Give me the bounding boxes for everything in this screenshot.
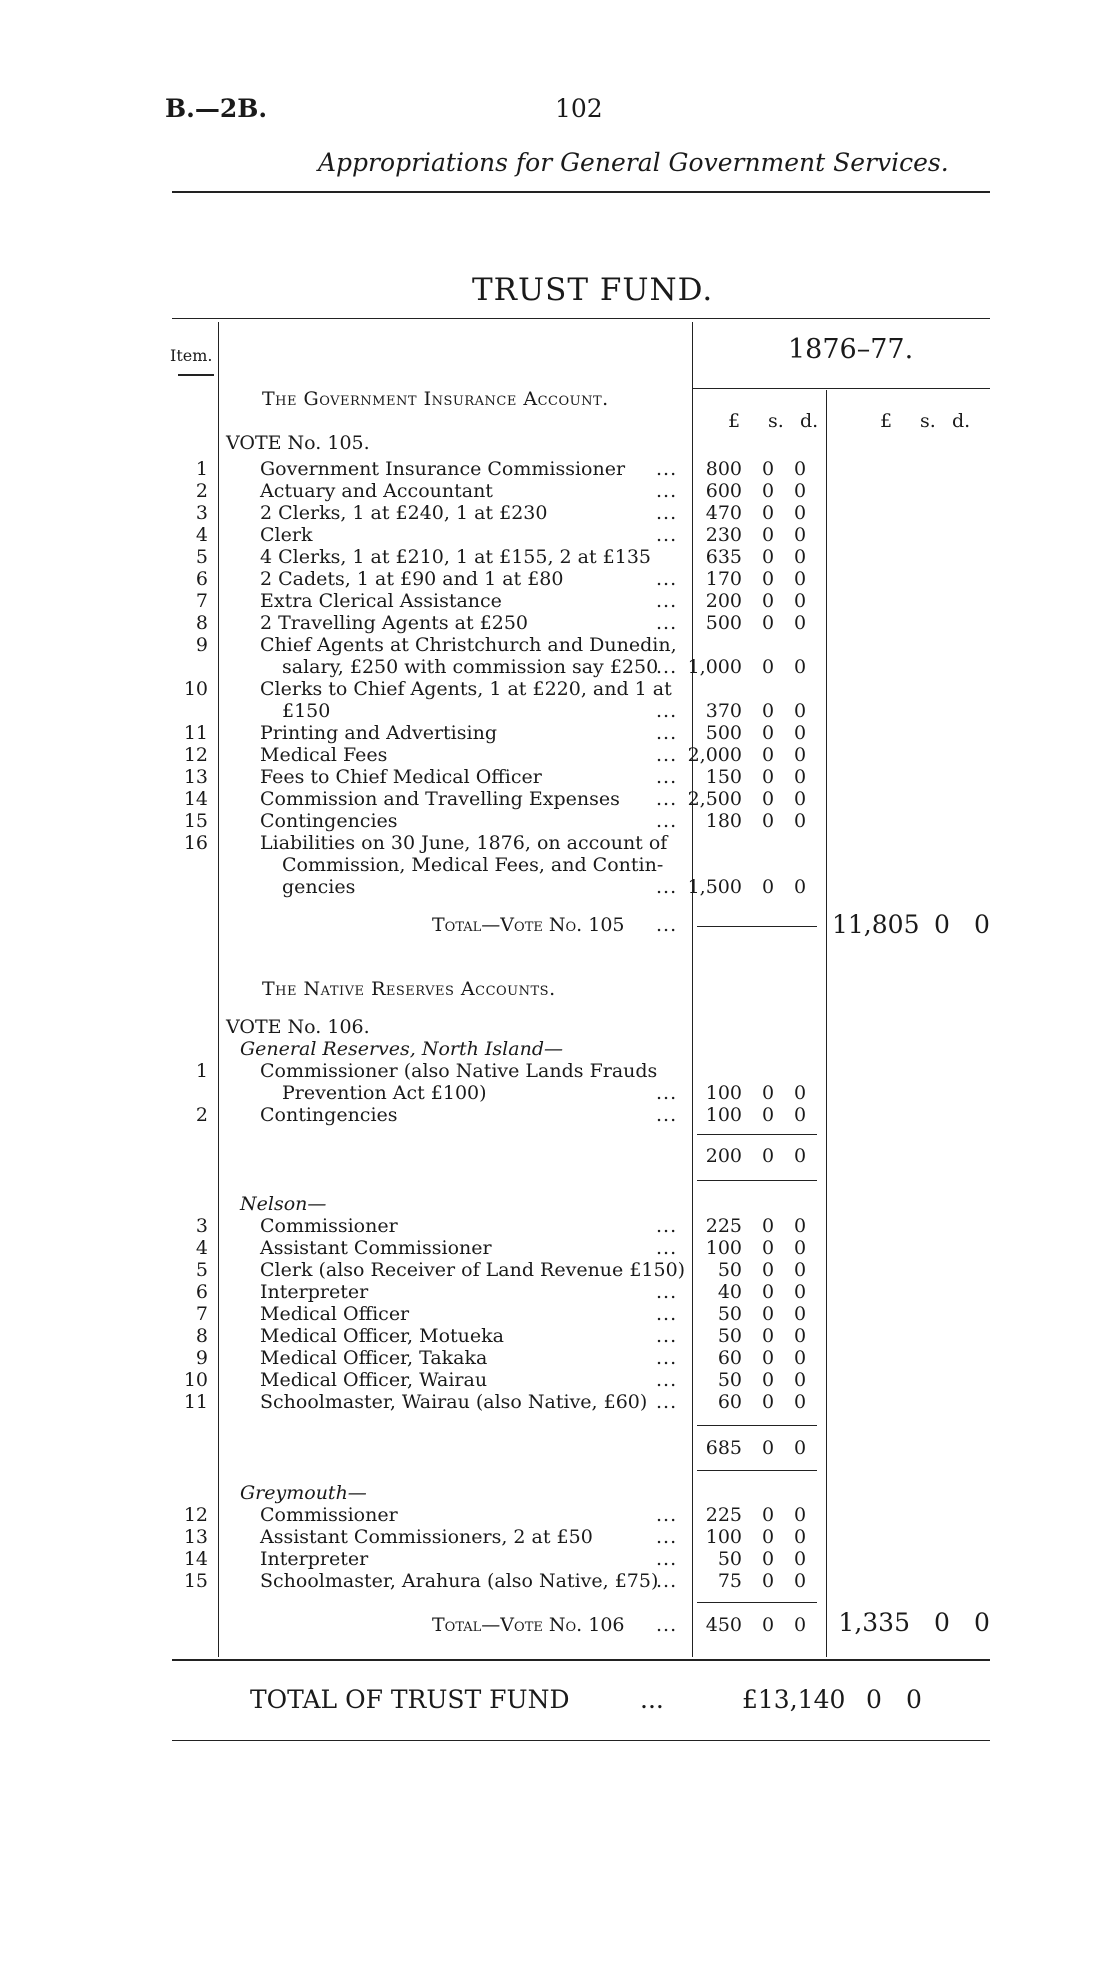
- item-number: 11: [183, 722, 208, 744]
- native-reserves-section-heading: The Native Reserves Accounts.: [262, 978, 556, 1000]
- item-amount-shillings: 0: [761, 590, 775, 612]
- item-amount-shillings: 0: [761, 1504, 775, 1526]
- item-description: Commissioner: [260, 1215, 398, 1237]
- item-amount-pence: 0: [793, 722, 807, 744]
- item-amount-shillings: 0: [761, 458, 775, 480]
- item-number: 3: [195, 1215, 208, 1237]
- item-number: 9: [195, 634, 208, 656]
- item-amount-shillings: 0: [761, 1215, 775, 1237]
- item-amount-pounds: 180: [705, 810, 742, 832]
- item-description: 2 Travelling Agents at £250: [260, 612, 529, 634]
- item-amount-pence: 0: [793, 1504, 807, 1526]
- item-amount-pence: 0: [793, 1259, 807, 1281]
- pound-column-header: £: [728, 410, 741, 432]
- vote-106-heading: VOTE No. 106.: [226, 1016, 370, 1038]
- leader-dots: ...: [656, 1369, 678, 1391]
- year-underline: [693, 388, 990, 389]
- page-title: TRUST FUND.: [472, 272, 714, 308]
- leader-dots: ...: [656, 1347, 678, 1369]
- leader-dots: ...: [656, 1104, 678, 1126]
- item-amount-shillings: 0: [761, 612, 775, 634]
- item-amount-shillings: 0: [761, 1347, 775, 1369]
- leader-dots: ...: [656, 766, 678, 788]
- item-description: Printing and Advertising: [260, 722, 497, 744]
- north-island-subtotal-pence: 0: [793, 1145, 807, 1167]
- item-number: 4: [195, 1237, 208, 1259]
- item-number: 14: [183, 788, 208, 810]
- item-amount-shillings: 0: [761, 810, 775, 832]
- vote-106-total-leader: ...: [656, 1614, 678, 1636]
- item-number: 8: [195, 1325, 208, 1347]
- total-column-divider: [826, 390, 827, 1657]
- total-pence-column-header: d.: [952, 410, 971, 432]
- north-island-subtotal-rule-top: [697, 1134, 817, 1135]
- item-amount-shillings: 0: [761, 1303, 775, 1325]
- vote-106-total-shillings: 0: [934, 1608, 950, 1637]
- item-description: Liabilities on 30 June, 1876, on account of: [260, 832, 668, 854]
- vote-106-column-total-pounds: 450: [705, 1614, 742, 1636]
- item-amount-pounds: 230: [705, 524, 742, 546]
- item-amount-pence: 0: [793, 1281, 807, 1303]
- item-description: salary, £250 with commission say £250: [282, 656, 659, 678]
- leader-dots: ...: [656, 810, 678, 832]
- item-amount-shillings: 0: [761, 1369, 775, 1391]
- item-description: 2 Cadets, 1 at £90 and 1 at £80: [260, 568, 564, 590]
- item-number: 8: [195, 612, 208, 634]
- item-description: Clerks to Chief Agents, 1 at £220, and 1 at: [260, 678, 672, 700]
- leader-dots: ...: [656, 1548, 678, 1570]
- leader-dots: ...: [656, 1303, 678, 1325]
- leader-dots: ...: [656, 590, 678, 612]
- item-amount-pence: 0: [793, 1526, 807, 1548]
- item-amount-pounds: 2,500: [687, 788, 742, 810]
- item-amount-pounds: 370: [705, 700, 742, 722]
- item-description: Contingencies: [260, 810, 398, 832]
- grand-total-shillings: 0: [866, 1685, 882, 1714]
- item-amount-pounds: 40: [717, 1281, 742, 1303]
- item-amount-pounds: 170: [705, 568, 742, 590]
- item-amount-pence: 0: [793, 502, 807, 524]
- vote-106-column-total-shillings: 0: [761, 1614, 775, 1636]
- nelson-subtotal-rule-bottom: [697, 1470, 817, 1471]
- item-amount-shillings: 0: [761, 546, 775, 568]
- item-number: 3: [195, 502, 208, 524]
- nelson-subtotal-shillings: 0: [761, 1437, 775, 1459]
- item-amount-shillings: 0: [761, 876, 775, 898]
- item-amount-pence: 0: [793, 590, 807, 612]
- item-amount-pence: 0: [793, 524, 807, 546]
- item-amount-pence: 0: [793, 1215, 807, 1237]
- leader-dots: ...: [656, 1570, 678, 1592]
- item-column-header: Item.: [170, 346, 213, 365]
- item-description: Assistant Commissioners, 2 at £50: [260, 1526, 593, 1548]
- item-amount-pounds: 100: [705, 1526, 742, 1548]
- item-description: 4 Clerks, 1 at £210, 1 at £155, 2 at £135: [260, 546, 652, 568]
- document-reference: B.—2B.: [165, 94, 268, 123]
- leader-dots: ...: [656, 612, 678, 634]
- item-amount-pence: 0: [793, 876, 807, 898]
- item-column-divider: [218, 322, 219, 1657]
- item-description: Medical Fees: [260, 744, 388, 766]
- nelson-subtotal-pence: 0: [793, 1437, 807, 1459]
- vote-105-total-rule: [697, 926, 817, 927]
- item-number: 5: [195, 1259, 208, 1281]
- item-amount-shillings: 0: [761, 766, 775, 788]
- item-amount-pounds: 150: [705, 766, 742, 788]
- year-header: 1876–77.: [788, 334, 914, 365]
- leader-dots: ...: [656, 656, 678, 678]
- region-greymouth: Greymouth—: [240, 1482, 367, 1504]
- item-amount-pounds: 225: [705, 1215, 742, 1237]
- leader-dots: ...: [656, 1215, 678, 1237]
- item-amount-shillings: 0: [761, 524, 775, 546]
- item-amount-pounds: 100: [705, 1104, 742, 1126]
- item-amount-pounds: 600: [705, 480, 742, 502]
- vote-106-total-label: Total—Vote No. 106: [432, 1614, 625, 1636]
- pence-column-header: d.: [800, 410, 819, 432]
- item-number: 6: [195, 568, 208, 590]
- grand-total-leader: ...: [640, 1685, 664, 1714]
- item-number: 2: [195, 480, 208, 502]
- leader-dots: ...: [656, 458, 678, 480]
- item-amount-pounds: 470: [705, 502, 742, 524]
- leader-dots: ...: [656, 1504, 678, 1526]
- leader-dots: ...: [656, 1325, 678, 1347]
- item-amount-pence: 0: [793, 1303, 807, 1325]
- item-amount-shillings: 0: [761, 1526, 775, 1548]
- leader-dots: ...: [656, 480, 678, 502]
- item-amount-pence: 0: [793, 546, 807, 568]
- leader-dots: ...: [656, 1391, 678, 1413]
- item-amount-shillings: 0: [761, 480, 775, 502]
- item-number: 11: [183, 1391, 208, 1413]
- total-shilling-column-header: s.: [920, 410, 936, 432]
- region-north-island: General Reserves, North Island—: [240, 1038, 563, 1060]
- item-amount-pence: 0: [793, 1104, 807, 1126]
- item-amount-pounds: 50: [717, 1548, 742, 1570]
- item-description: Actuary and Accountant: [260, 480, 493, 502]
- vote-105-total-pounds: 11,805: [832, 910, 920, 939]
- vote-105-heading: VOTE No. 105.: [226, 432, 370, 454]
- item-amount-pence: 0: [793, 744, 807, 766]
- item-number: 12: [183, 744, 208, 766]
- vote-106-total-pounds: 1,335: [838, 1608, 910, 1637]
- leader-dots: ...: [656, 568, 678, 590]
- item-amount-pence: 0: [793, 458, 807, 480]
- item-amount-pounds: 60: [717, 1347, 742, 1369]
- item-description: gencies: [282, 876, 356, 898]
- item-amount-shillings: 0: [761, 788, 775, 810]
- item-description: Schoolmaster, Arahura (also Native, £75): [260, 1570, 659, 1592]
- item-amount-pounds: 50: [717, 1303, 742, 1325]
- leader-dots: ...: [656, 1281, 678, 1303]
- leader-dots: ...: [656, 1082, 678, 1104]
- grand-total-top-rule: [172, 1659, 990, 1661]
- item-amount-shillings: 0: [761, 1259, 775, 1281]
- vote-105-total-shillings: 0: [934, 910, 950, 939]
- item-number: 14: [183, 1548, 208, 1570]
- north-island-subtotal-shillings: 0: [761, 1145, 775, 1167]
- leader-dots: ...: [656, 524, 678, 546]
- item-description: Commissioner (also Native Lands Frauds: [260, 1060, 658, 1082]
- insurance-section-heading: The Government Insurance Account.: [262, 388, 609, 410]
- item-amount-pounds: 50: [717, 1325, 742, 1347]
- item-amount-pence: 0: [793, 568, 807, 590]
- item-description: Chief Agents at Christchurch and Dunedin,: [260, 634, 677, 656]
- item-amount-pounds: 500: [705, 722, 742, 744]
- leader-dots: ...: [656, 722, 678, 744]
- grand-total-bottom-rule: [172, 1740, 990, 1741]
- item-description: 2 Clerks, 1 at £240, 1 at £230: [260, 502, 548, 524]
- item-amount-pence: 0: [793, 1548, 807, 1570]
- item-amount-pounds: 50: [717, 1259, 742, 1281]
- item-header-rule: [178, 374, 214, 376]
- item-description: £150: [282, 700, 331, 722]
- item-number: 7: [195, 590, 208, 612]
- item-number: 2: [195, 1104, 208, 1126]
- item-amount-shillings: 0: [761, 1082, 775, 1104]
- leader-dots: ...: [656, 876, 678, 898]
- leader-dots: ...: [656, 744, 678, 766]
- item-amount-pounds: 1,500: [687, 876, 742, 898]
- item-number: 10: [183, 678, 208, 700]
- item-amount-pounds: 200: [705, 590, 742, 612]
- item-number: 10: [183, 1369, 208, 1391]
- item-number: 13: [183, 1526, 208, 1548]
- item-amount-pounds: 60: [717, 1391, 742, 1413]
- item-description: Government Insurance Commissioner: [260, 458, 626, 480]
- north-island-subtotal-pounds: 200: [705, 1145, 742, 1167]
- item-description: Medical Officer, Takaka: [260, 1347, 488, 1369]
- grand-total-pence: 0: [906, 1685, 922, 1714]
- north-island-subtotal-rule-bottom: [697, 1180, 817, 1181]
- region-nelson: Nelson—: [240, 1193, 327, 1215]
- item-amount-shillings: 0: [761, 1570, 775, 1592]
- shilling-column-header: s.: [768, 410, 784, 432]
- item-amount-pence: 0: [793, 480, 807, 502]
- vote-105-total-leader: ...: [656, 914, 678, 936]
- item-amount-shillings: 0: [761, 656, 775, 678]
- item-amount-pounds: 100: [705, 1082, 742, 1104]
- header-rule: [172, 191, 990, 193]
- item-amount-pence: 0: [793, 1325, 807, 1347]
- item-amount-pounds: 1,000: [687, 656, 742, 678]
- item-number: 7: [195, 1303, 208, 1325]
- item-amount-pence: 0: [793, 1347, 807, 1369]
- item-number: 12: [183, 1504, 208, 1526]
- leader-dots: ...: [656, 1526, 678, 1548]
- item-amount-pounds: 500: [705, 612, 742, 634]
- item-amount-pounds: 50: [717, 1369, 742, 1391]
- nelson-subtotal-pounds: 685: [705, 1437, 742, 1459]
- item-amount-shillings: 0: [761, 1237, 775, 1259]
- item-description: Clerk: [260, 524, 313, 546]
- item-amount-pounds: 2,000: [687, 744, 742, 766]
- item-amount-shillings: 0: [761, 1391, 775, 1413]
- leader-dots: ...: [656, 1237, 678, 1259]
- item-amount-pounds: 225: [705, 1504, 742, 1526]
- item-amount-shillings: 0: [761, 700, 775, 722]
- item-number: 1: [195, 1060, 208, 1082]
- item-description: Interpreter: [260, 1548, 369, 1570]
- item-description: Fees to Chief Medical Officer: [260, 766, 542, 788]
- item-amount-shillings: 0: [761, 1325, 775, 1347]
- item-amount-pounds: 100: [705, 1237, 742, 1259]
- item-number: 4: [195, 524, 208, 546]
- item-number: 1: [195, 458, 208, 480]
- item-amount-pence: 0: [793, 1237, 807, 1259]
- item-amount-pounds: 800: [705, 458, 742, 480]
- total-pound-column-header: £: [880, 410, 893, 432]
- leader-dots: ...: [656, 700, 678, 722]
- item-description: Clerk (also Receiver of Land Revenue £150): [260, 1259, 686, 1281]
- item-number: 15: [183, 1570, 208, 1592]
- leader-dots: ...: [656, 788, 678, 810]
- item-amount-pence: 0: [793, 766, 807, 788]
- item-amount-pence: 0: [793, 1082, 807, 1104]
- item-description: Prevention Act £100): [282, 1082, 487, 1104]
- item-description: Assistant Commissioner: [260, 1237, 492, 1259]
- item-amount-shillings: 0: [761, 568, 775, 590]
- item-amount-shillings: 0: [761, 1548, 775, 1570]
- item-amount-shillings: 0: [761, 502, 775, 524]
- item-number: 13: [183, 766, 208, 788]
- vote-105-total-label: Total—Vote No. 105: [432, 914, 625, 936]
- item-amount-pence: 0: [793, 612, 807, 634]
- item-amount-pence: 0: [793, 1369, 807, 1391]
- item-description: Schoolmaster, Wairau (also Native, £60): [260, 1391, 648, 1413]
- item-description: Interpreter: [260, 1281, 369, 1303]
- item-amount-shillings: 0: [761, 744, 775, 766]
- item-amount-pence: 0: [793, 700, 807, 722]
- grand-total-label: TOTAL OF TRUST FUND: [250, 1685, 570, 1714]
- item-description: Commission and Travelling Expenses: [260, 788, 620, 810]
- item-description: Commissioner: [260, 1504, 398, 1526]
- item-number: 16: [183, 832, 208, 854]
- item-amount-pence: 0: [793, 1570, 807, 1592]
- page-number: 102: [555, 94, 603, 123]
- item-amount-pence: 0: [793, 656, 807, 678]
- item-amount-pounds: 75: [717, 1570, 742, 1592]
- item-description: Extra Clerical Assistance: [260, 590, 502, 612]
- item-amount-shillings: 0: [761, 722, 775, 744]
- vote-106-total-pence: 0: [974, 1608, 990, 1637]
- item-number: 15: [183, 810, 208, 832]
- item-description: Contingencies: [260, 1104, 398, 1126]
- nelson-subtotal-rule-top: [697, 1425, 817, 1426]
- item-description: Medical Officer: [260, 1303, 410, 1325]
- grand-total-pounds: £13,140: [742, 1685, 846, 1714]
- item-amount-pence: 0: [793, 810, 807, 832]
- leader-dots: ...: [656, 502, 678, 524]
- item-number: 6: [195, 1281, 208, 1303]
- item-number: 5: [195, 546, 208, 568]
- vote-106-column-total-pence: 0: [793, 1614, 807, 1636]
- item-number: 9: [195, 1347, 208, 1369]
- table-top-rule: [172, 318, 990, 319]
- item-amount-pence: 0: [793, 788, 807, 810]
- item-amount-shillings: 0: [761, 1104, 775, 1126]
- vote-106-rule: [697, 1602, 817, 1603]
- item-amount-shillings: 0: [761, 1281, 775, 1303]
- item-description: Medical Officer, Wairau: [260, 1369, 488, 1391]
- item-amount-pounds: 635: [705, 546, 742, 568]
- vote-105-total-pence: 0: [974, 910, 990, 939]
- page-subtitle: Appropriations for General Government Services.: [318, 148, 949, 177]
- item-description: Medical Officer, Motueka: [260, 1325, 504, 1347]
- item-amount-pence: 0: [793, 1391, 807, 1413]
- item-description: Commission, Medical Fees, and Contin-: [282, 854, 664, 876]
